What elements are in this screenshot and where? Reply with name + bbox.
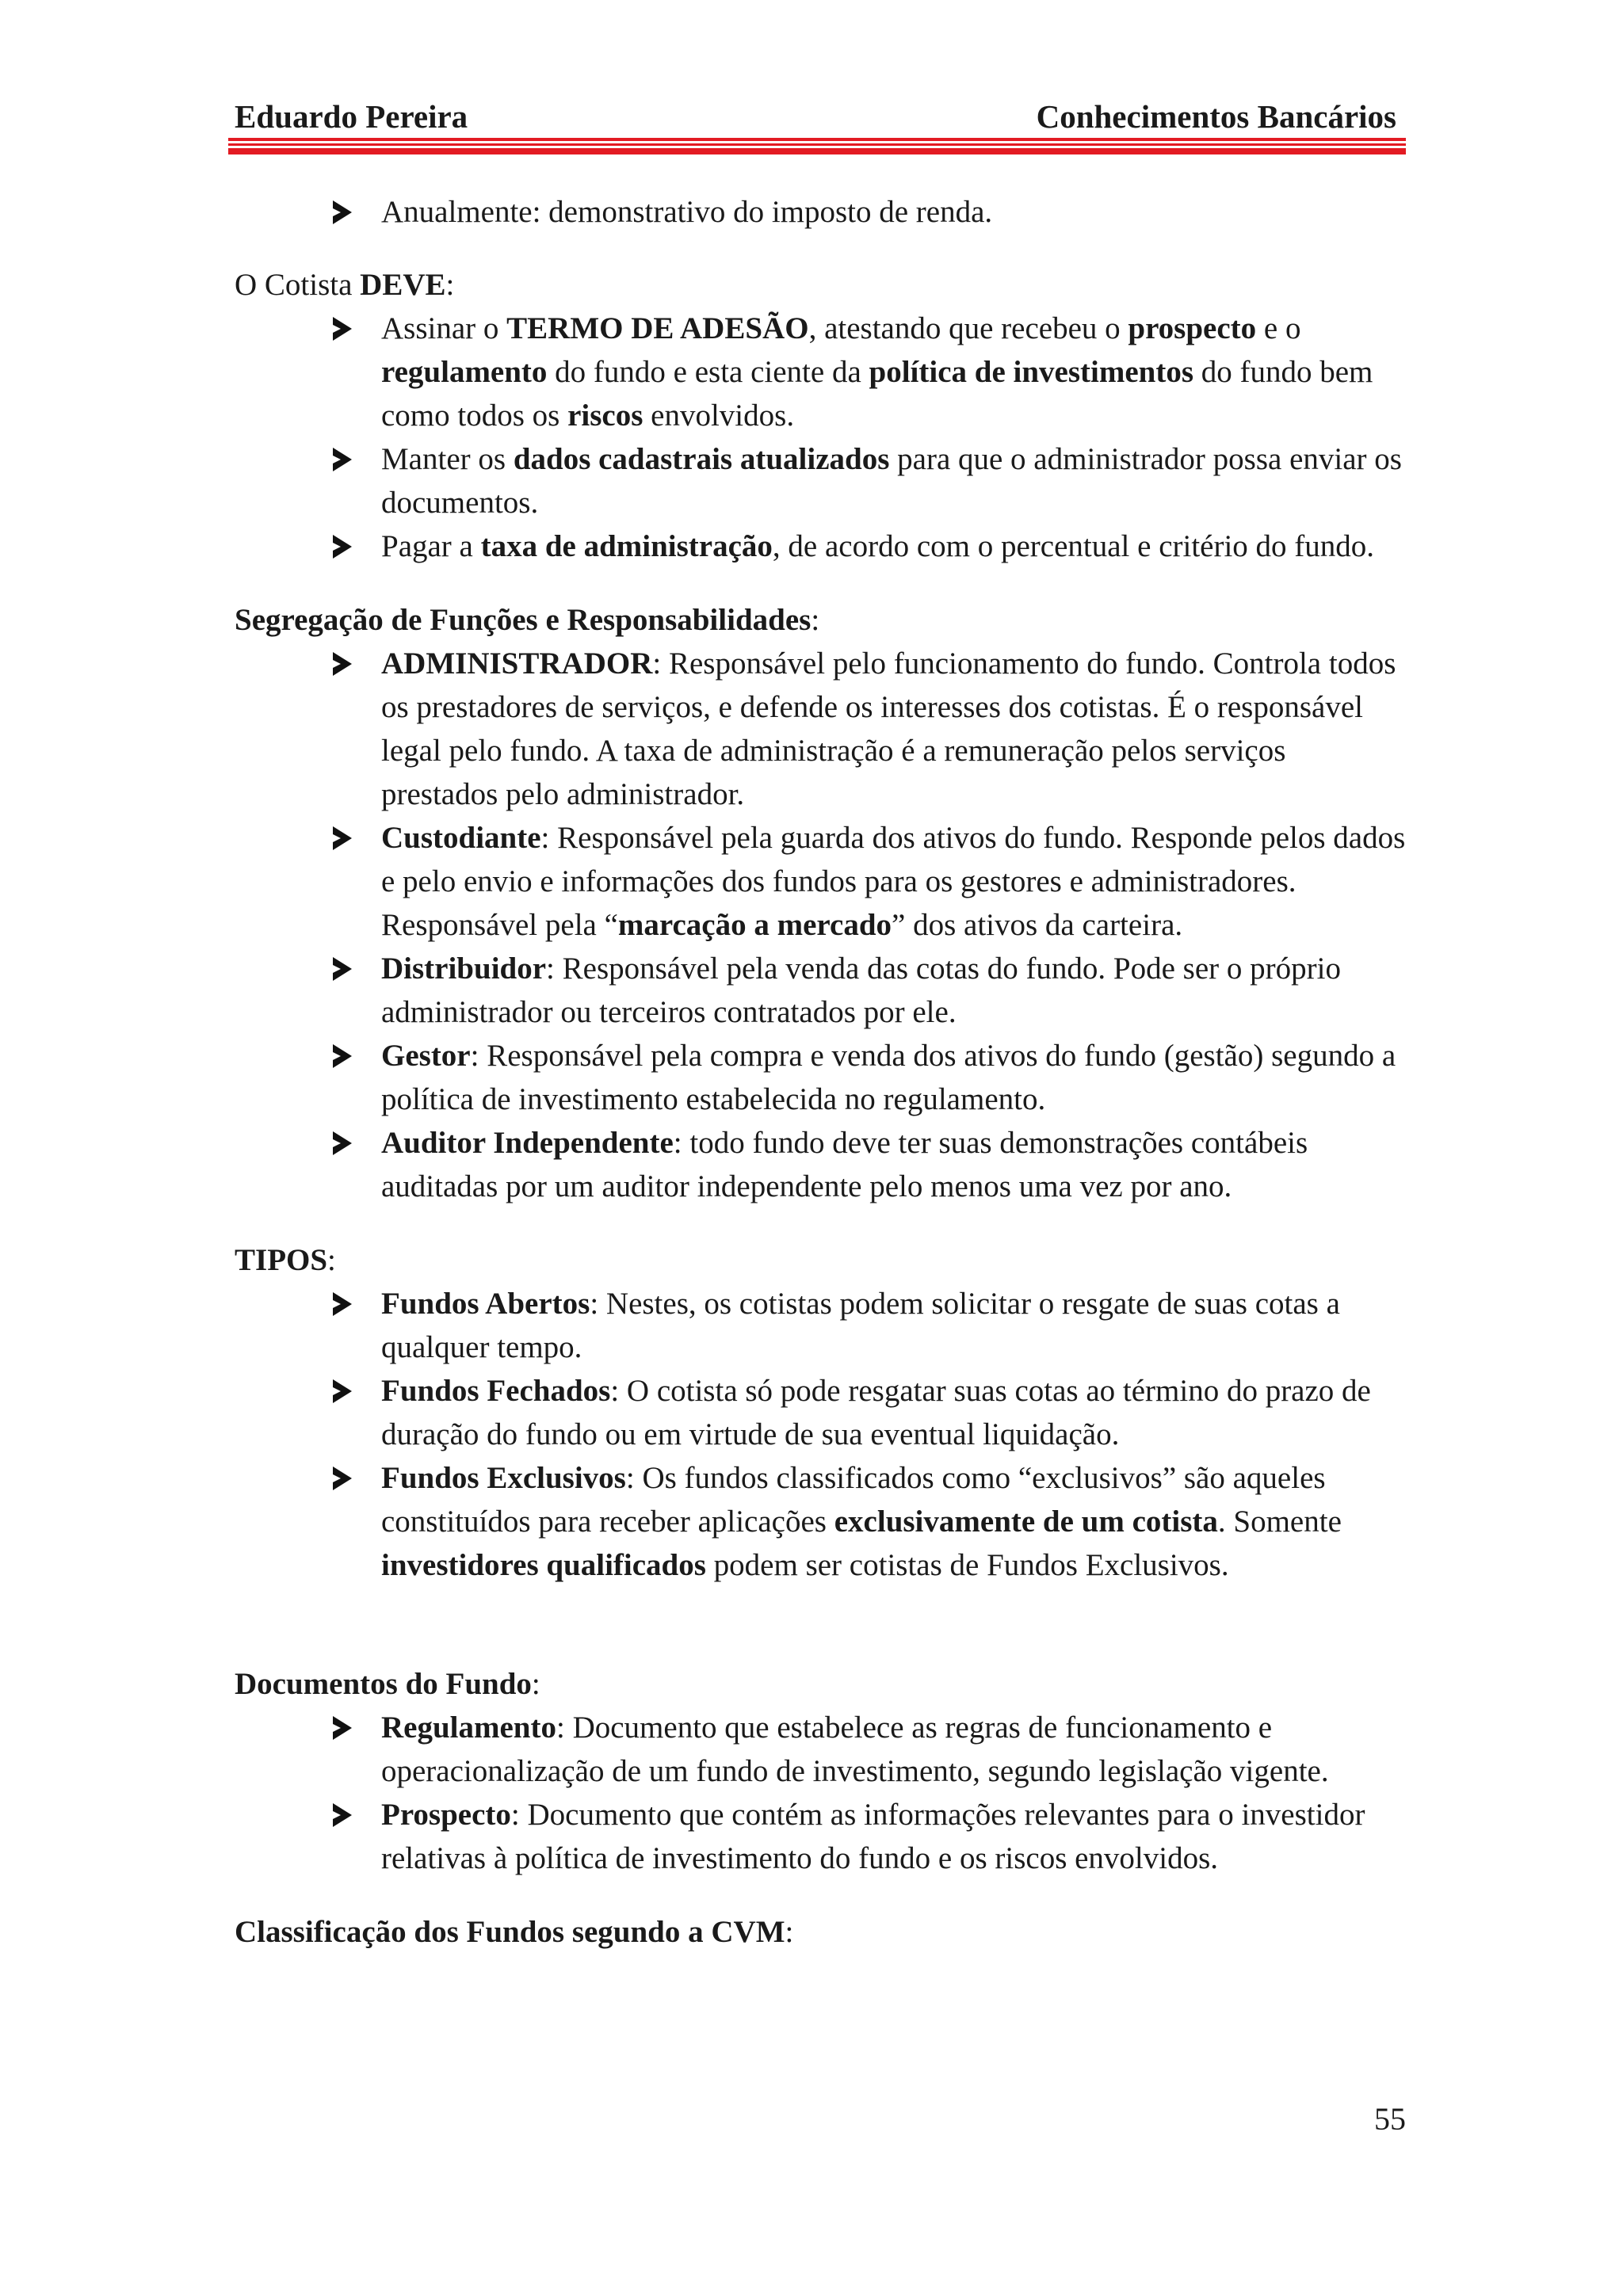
header-rule-thin-1 [228,138,1406,141]
list-item-fundos-fechados: Fundos Fechados: O cotista só pode resgatar suas cotas ao término do prazo de duração do fundo ou em virtude de sua eventual liquidação. [235,1369,1407,1456]
arrow-bullet-icon [333,200,352,224]
list-item-prospecto: Prospecto: Documento que contém as informações relevantes para o investidor relativas à política de investimento do fundo e os riscos envolvidos. [235,1793,1407,1880]
arrow-bullet-icon [333,1131,352,1155]
list-item-gestor: Gestor: Responsável pela compra e venda dos ativos do fundo (gestão) segundo a política de investimento estabelecida no regulamento. [235,1034,1407,1121]
arrow-bullet-icon [333,1803,352,1827]
arrow-bullet-icon [333,448,352,471]
arrow-bullet-icon [333,1044,352,1068]
page-header [235,97,1396,136]
header-author: Eduardo Pereira [235,98,468,135]
list-item-termo-adesao: Assinar o TERMO DE ADESÃO, atestando que recebeu o prospecto e o regulamento do fundo e esta ciente da política de investimentos do fundo bem como todos os riscos envolvidos. [235,307,1407,437]
list-item-fundos-exclusivos: Fundos Exclusivos: Os fundos classificados como “exclusivos” são aqueles constituídos para receber aplicações exclusivamente de um cotista. Somente investidores qualificados podem ser cotistas de Fundos Exclusivos. [235,1456,1407,1587]
heading-segregacao: Segregação de Funções e Responsabilidades: [235,603,820,637]
arrow-bullet-icon [333,957,352,981]
arrow-bullet-icon [333,317,352,341]
arrow-bullet-icon [333,1716,352,1740]
heading-tipos: TIPOS: [235,1243,336,1277]
list-item-fundos-abertos: Fundos Abertos: Nestes, os cotistas podem solicitar o resgate de suas cotas a qualquer tempo. [235,1282,1407,1369]
list-item-anualmente: Anualmente: demonstrativo do imposto de renda. [235,190,1407,234]
list-item-dados-cadastrais: Manter os dados cadastrais atualizados para que o administrador possa enviar os documentos. [235,437,1407,524]
list-item-administrador: ADMINISTRADOR: Responsável pelo funcionamento do fundo. Controla todos os prestadores de serviços, e defende os interesses dos cotistas. É o responsável legal pelo fundo. A taxa de administração é a remuneração pelos serviços prestados pelo administrador. [235,642,1407,816]
page-body [235,190,1407,1954]
list-item-distribuidor: Distribuidor: Responsável pela venda das cotas do fundo. Pode ser o próprio administrador ou terceiros contratados por ele. [235,947,1407,1034]
list-item-taxa-administracao: Pagar a taxa de administração, de acordo com o percentual e critério do fundo. [235,524,1407,568]
header-rule-thick [228,148,1406,154]
header-rule-thin-2 [228,143,1406,146]
page-number: 55 [1374,2101,1406,2137]
arrow-bullet-icon [333,826,352,850]
heading-cotista-deve: O Cotista DEVE: [235,268,455,302]
list-item-auditor: Auditor Independente: todo fundo deve ter suas demonstrações contábeis auditadas por um auditor independente pelo menos uma vez por ano. [235,1121,1407,1208]
heading-classificacao: Classificação dos Fundos segundo a CVM: [235,1915,794,1949]
arrow-bullet-icon [333,1379,352,1403]
heading-documentos: Documentos do Fundo: [235,1667,540,1701]
arrow-bullet-icon [333,1292,352,1316]
arrow-bullet-icon [333,535,352,559]
arrow-bullet-icon [333,652,352,676]
arrow-bullet-icon [333,1466,352,1490]
list-item-regulamento: Regulamento: Documento que estabelece as regras de funcionamento e operacionalização de um fundo de investimento, segundo legislação vigente. [235,1706,1407,1793]
list-item-custodiante: Custodiante: Responsável pela guarda dos ativos do fundo. Responde pelos dados e pelo envio e informações dos fundos para os gestores e administradores. Responsável pela “marcação a mercado” dos ativos da carteira. [235,816,1407,947]
header-subject: Conhecimentos Bancários [1036,98,1396,135]
